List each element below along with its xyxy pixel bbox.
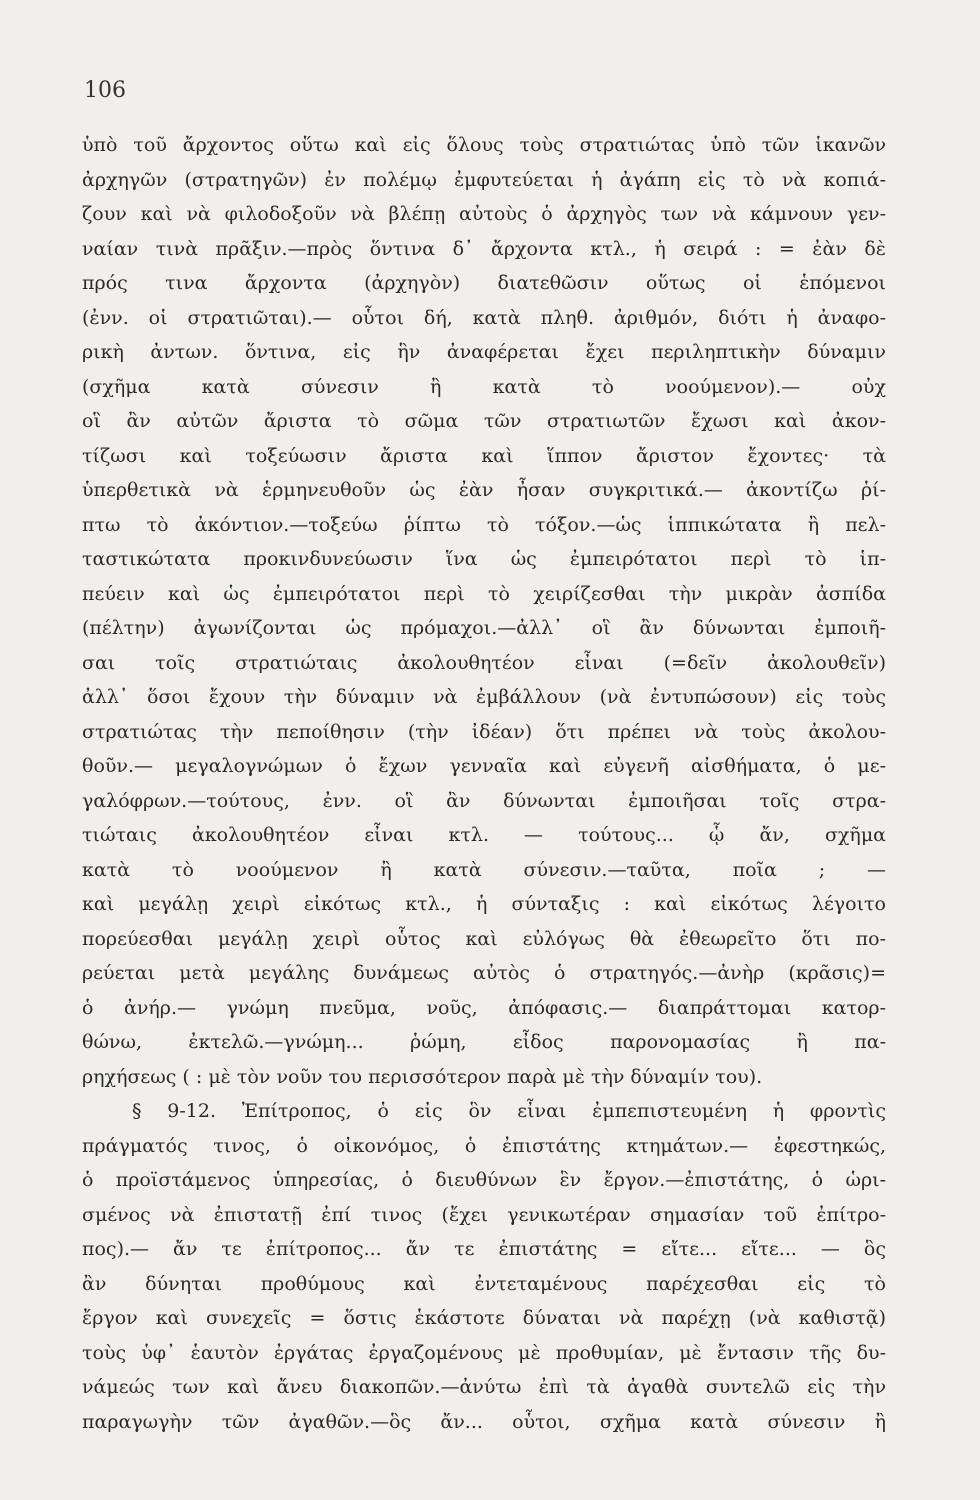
text-line: ρεύεται μετὰ μεγάλης δυνάμεως αὐτὸς ὁ στρατηγός.—ἀνὴρ (κρᾶσις)=: [82, 962, 886, 984]
text-line: σαι τοῖς στρατιώταις ἀκολουθητέον εἶναι (=δεῖν ἀκολουθεῖν): [82, 651, 886, 674]
text-line: ὁ ἀνήρ.— γνώμη πνεῦμα, νοῦς, ἀπόφασις.— διαπράττομαι κατορ-: [82, 996, 886, 1019]
commentary-text: [82, 128, 886, 1439]
text-line: θοῦν.— μεγαλογνώμων ὁ ἔχων γενναῖα καὶ εὐγενῆ αἰσθήματα, ὁ με-: [82, 755, 886, 777]
text-line: ἔργον καὶ συνεχεῖς = ὅστις ἑκάστοτε δύναται νὰ παρέχῃ (νὰ καθιστᾷ): [82, 1307, 886, 1329]
text-line: ὑπὸ τοῦ ἄρχοντος οὕτω καὶ εἰς ὅλους τοὺς στρατιώτας ὑπὸ τῶν ἱκανῶν: [82, 134, 886, 156]
text-line: (σχῆμα κατὰ σύνεσιν ἢ κατὰ τὸ νοούμενον).— οὐχ: [82, 375, 886, 398]
text-line: (ἐνν. οἱ στρατιῶται).— οὗτοι δή, κατὰ πληθ. ἀριθμόν, διότι ἡ ἀναφο-: [82, 306, 886, 329]
text-line: νάμεώς των καὶ ἄνευ διακοπῶν.—ἀνύτω ἐπὶ τὰ ἀγαθὰ συντελῶ εἰς τὴν: [82, 1376, 886, 1398]
text-line: καὶ μεγάλῃ χειρὶ εἰκότως κτλ., ἡ σύνταξις : καὶ εἰκότως λέγοιτο: [82, 893, 886, 915]
text-line: ὁ προϊστάμενος ὑπηρεσίας, ὁ διευθύνων ἓν ἔργον.—ἐπιστάτης, ὁ ὡρι-: [82, 1169, 886, 1191]
text-line: ἀρχηγῶν (στρατηγῶν) ἐν πολέμῳ ἐμφυτεύεται ἡ ἀγάπη εἰς τὸ νὰ κοπιά-: [82, 168, 886, 191]
text-line: πτω τὸ ἀκόντιον.—τοξεύω ῥίπτω τὸ τόξον.—ὡς ἱππικώτατα ἢ πελ-: [82, 513, 886, 536]
text-line: ρηχήσεως ( : μὲ τὸν νοῦν του περισσότερον παρὰ μὲ τὴν δύναμίν του).: [82, 1065, 763, 1088]
text-line: πρός τινα ἄρχοντα (ἀρχηγὸν) διατεθῶσιν οὕτως οἱ ἑπόμενοι: [82, 272, 886, 294]
text-line: τίζωσι καὶ τοξεύωσιν ἄριστα καὶ ἵππον ἄριστον ἔχοντες· τὰ: [82, 444, 886, 467]
page-number: 106: [84, 78, 126, 103]
text-line: κατὰ τὸ νοούμενον ἢ κατὰ σύνεσιν.—ταῦτα, ποῖα ; —: [82, 858, 886, 881]
text-line: (πέλτην) ἀγωνίζονται ὡς πρόμαχοι.—ἀλλ᾽ οἳ ἂν δύνωνται ἐμποιῆ-: [82, 617, 886, 639]
text-line: παραγωγὴν τῶν ἀγαθῶν.—ὃς ἄν... οὗτοι, σχῆμα κατὰ σύνεσιν ἢ: [82, 1410, 886, 1433]
text-line: τοὺς ὑφ᾽ ἑαυτὸν ἐργάτας ἐργαζομένους μὲ προθυμίαν, μὲ ἔντασιν τῆς δυ-: [82, 1341, 886, 1364]
text-line: θώνω, ἐκτελῶ.—γνώμη... ῥώμη, εἶδος παρονομασίας ἢ πα-: [82, 1031, 886, 1053]
text-line: τιώταις ἀκολουθητέον εἶναι κτλ. — τούτους... ᾧ ἄν, σχῆμα: [82, 824, 886, 846]
text-line: ὑπερθετικὰ νὰ ἑρμηνευθοῦν ὡς ἐὰν ἦσαν συγκριτικά.— ἀκοντίζω ῥί-: [82, 479, 886, 501]
text-line: ρικὴ ἀντων. ὅντινα, εἰς ἣν ἀναφέρεται ἔχει περιληπτικὴν δύναμιν: [82, 341, 886, 363]
text-line: ἂν δύνηται προθύμους καὶ ἐντεταμένους παρέχεσθαι εἰς τὸ: [82, 1272, 886, 1295]
text-line: οἳ ἂν αὐτῶν ἄριστα τὸ σῶμα τῶν στρατιωτῶν ἔχωσι καὶ ἀκον-: [82, 410, 886, 432]
text-line: ἀλλ᾽ ὅσοι ἔχουν τὴν δύναμιν νὰ ἐμβάλλουν (νὰ ἐντυπώσουν) εἰς τοὺς: [82, 686, 886, 708]
text-line: στρατιώτας τὴν πεποίθησιν (τὴν ἰδέαν) ὅτι πρέπει νὰ τοὺς ἀκολου-: [82, 720, 886, 743]
text-line: πορεύεσθαι μεγάλῃ χειρὶ οὗτος καὶ εὐλόγως θὰ ἐθεωρεῖτο ὅτι πο-: [82, 927, 886, 950]
text-line: ταστικώτατα προκινδυνεύωσιν ἵνα ὡς ἐμπειρότατοι περὶ τὸ ἱπ-: [82, 548, 886, 570]
text-line: ναίαν τινὰ πρᾶξιν.—πρὸς ὅντινα δ᾽ ἄρχοντα κτλ., ἡ σειρά : = ἐὰν δὲ: [82, 237, 886, 260]
text-line: πος).— ἄν τε ἐπίτροπος... ἄν τε ἐπιστάτης = εἴτε... εἴτε... — ὃς: [82, 1238, 886, 1260]
text-line: πράγματός τινος, ὁ οἰκονόμος, ὁ ἐπιστάτης κτημάτων.— ἐφεστηκώς,: [82, 1134, 886, 1157]
text-line: γαλόφρων.—τούτους, ἐνν. οἳ ἂν δύνωνται ἐμποιῆσαι τοῖς στρα-: [82, 789, 886, 812]
text-line: σμένος νὰ ἐπιστατῇ ἐπί τινος (ἔχει γενικωτέραν σημασίαν τοῦ ἐπίτρο-: [82, 1203, 886, 1226]
text-line: ζουν καὶ νὰ φιλοδοξοῦν νὰ βλέπῃ αὐτοὺς ὁ ἀρχηγὸς των νὰ κάμνουν γεν-: [82, 203, 886, 225]
text-line: πεύειν καὶ ὡς ἐμπειρότατοι περὶ τὸ χειρίζεσθαι τὴν μικρὰν ἀσπίδα: [82, 582, 886, 605]
text-line: § 9-12. Ἐπίτροπος, ὁ εἰς ὃν εἶναι ἐμπεπιστευμένη ἡ φροντὶς: [132, 1100, 886, 1122]
